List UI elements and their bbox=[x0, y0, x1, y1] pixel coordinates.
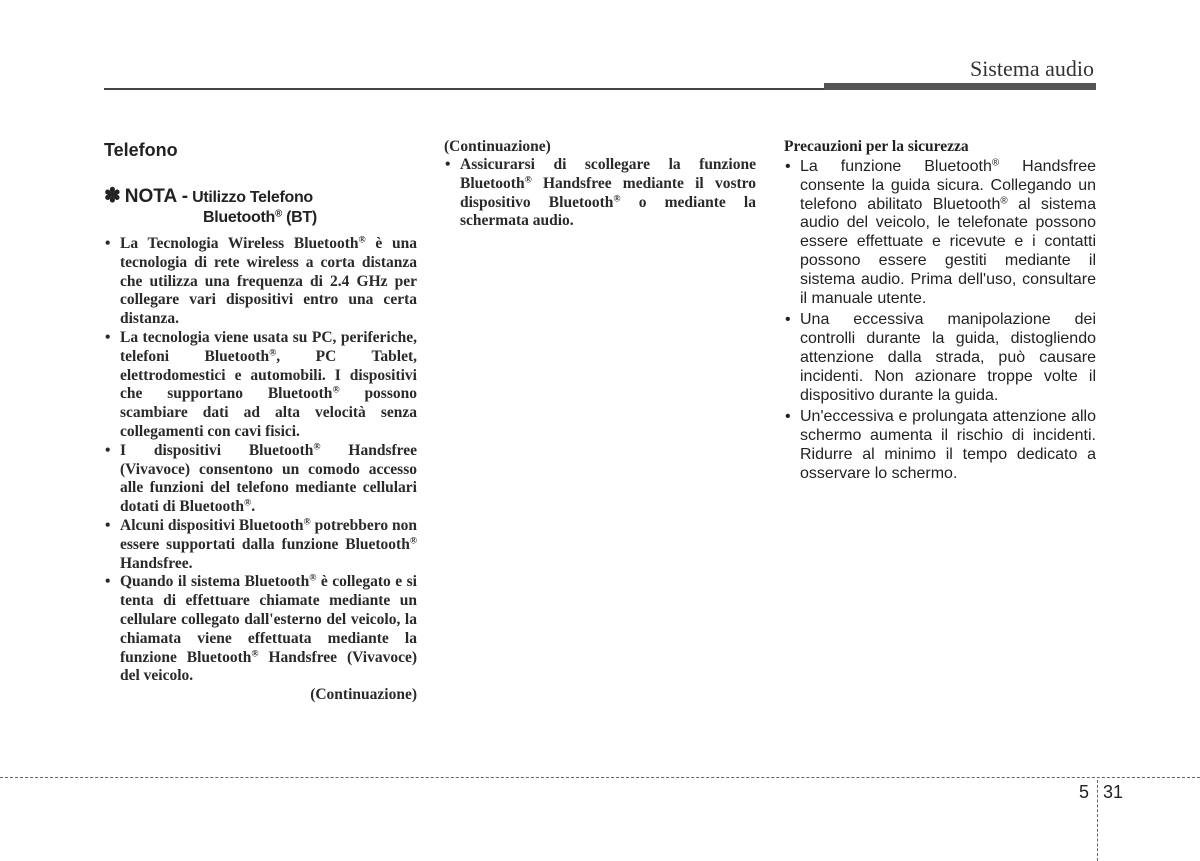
continued-label: (Continuazione) bbox=[310, 686, 417, 704]
safety-list bbox=[784, 158, 1096, 484]
column-middle bbox=[444, 140, 756, 231]
list-item: • La Tecnologia Wireless Bluetooth® è una tecnologia di rete wireless a corta distanza che utilizza una frequenza di 2.4 GHz per collegare vari dispositivi entro una certa distanza. bbox=[104, 235, 417, 329]
section-title: Telefono bbox=[104, 140, 178, 160]
list-item: • Quando il sistema Bluetooth® è collegato e si tenta di effettuare chiamate mediante un cellulare collegato dall'esterno del veicolo, la chiamata viene effettuata mediante la funzione Bluetooth® Handsfree (Vivavoce) del veicolo. bbox=[104, 573, 417, 686]
chapter-number: 5 bbox=[1079, 782, 1090, 802]
column-right bbox=[784, 140, 1096, 487]
header-rule-thin bbox=[104, 88, 826, 90]
note-star-icon: ✽ bbox=[104, 185, 121, 207]
list-item: • Un'eccessiva e prolungata attenzione allo schermo aumenta il rischio di incidenti. Ridurre al minimo il tempo dedicato a osservare lo schermo. bbox=[784, 408, 1096, 483]
list-item: • I dispositivi Bluetooth® Handsfree (Vivavoce) consentono un comodo accesso alle funzioni del telefono mediante cellulari dotati di Bluetooth®. bbox=[104, 442, 417, 517]
list-item: • Assicurarsi di scollegare la funzione Bluetooth® Handsfree mediante il vostro dispositivo Bluetooth® o mediante la schermata audio. bbox=[444, 156, 756, 231]
note-subtitle-line1: Utilizzo Telefono bbox=[192, 189, 313, 206]
note-list-continued bbox=[444, 156, 756, 231]
note-subtitle-line2: Bluetooth® (BT) bbox=[203, 208, 317, 226]
list-item: • Una eccessiva manipolazione dei controlli durante la guida, distogliendo attenzione dalla strada, può causare incidenti. Non azionare troppe volte il dispositivo durante la guida. bbox=[784, 311, 1096, 405]
list-item: • La funzione Bluetooth® Handsfree consente la guida sicura. Collegando un telefono abilitato Bluetooth® al sistema audio del veicolo, le telefonate possono essere effettuate e ricevute e i contatti possono essere gestiti mediante il sistema audio. Prima dell'uso, consultare il manuale utente. bbox=[784, 158, 1096, 308]
note-label: NOTA - bbox=[124, 186, 189, 207]
header-rule-thick bbox=[824, 83, 1096, 90]
note-list bbox=[104, 235, 417, 686]
page-number: 31 bbox=[1103, 782, 1124, 802]
list-item: • Alcuni dispositivi Bluetooth® potrebbero non essere supportati dalla funzione Bluetooth® Handsfree. bbox=[104, 517, 417, 573]
list-item: • La tecnologia viene usata su PC, periferiche, telefoni Bluetooth®, PC Tablet, elettrodomestici e automobili. I dispositivi che supportano Bluetooth® possono scambiare dati ad alta velocità senza collegamenti con cavi fisici. bbox=[104, 329, 417, 442]
footer-dashed-divider bbox=[1097, 780, 1098, 861]
column-left bbox=[104, 140, 417, 705]
running-header-title: Sistema audio bbox=[969, 56, 1094, 81]
safety-title: Precauzioni per la sicurezza bbox=[784, 138, 969, 155]
footer-dashed-rule bbox=[0, 777, 1200, 778]
note-heading bbox=[104, 183, 417, 227]
continued-label: (Continuazione) bbox=[444, 138, 551, 155]
